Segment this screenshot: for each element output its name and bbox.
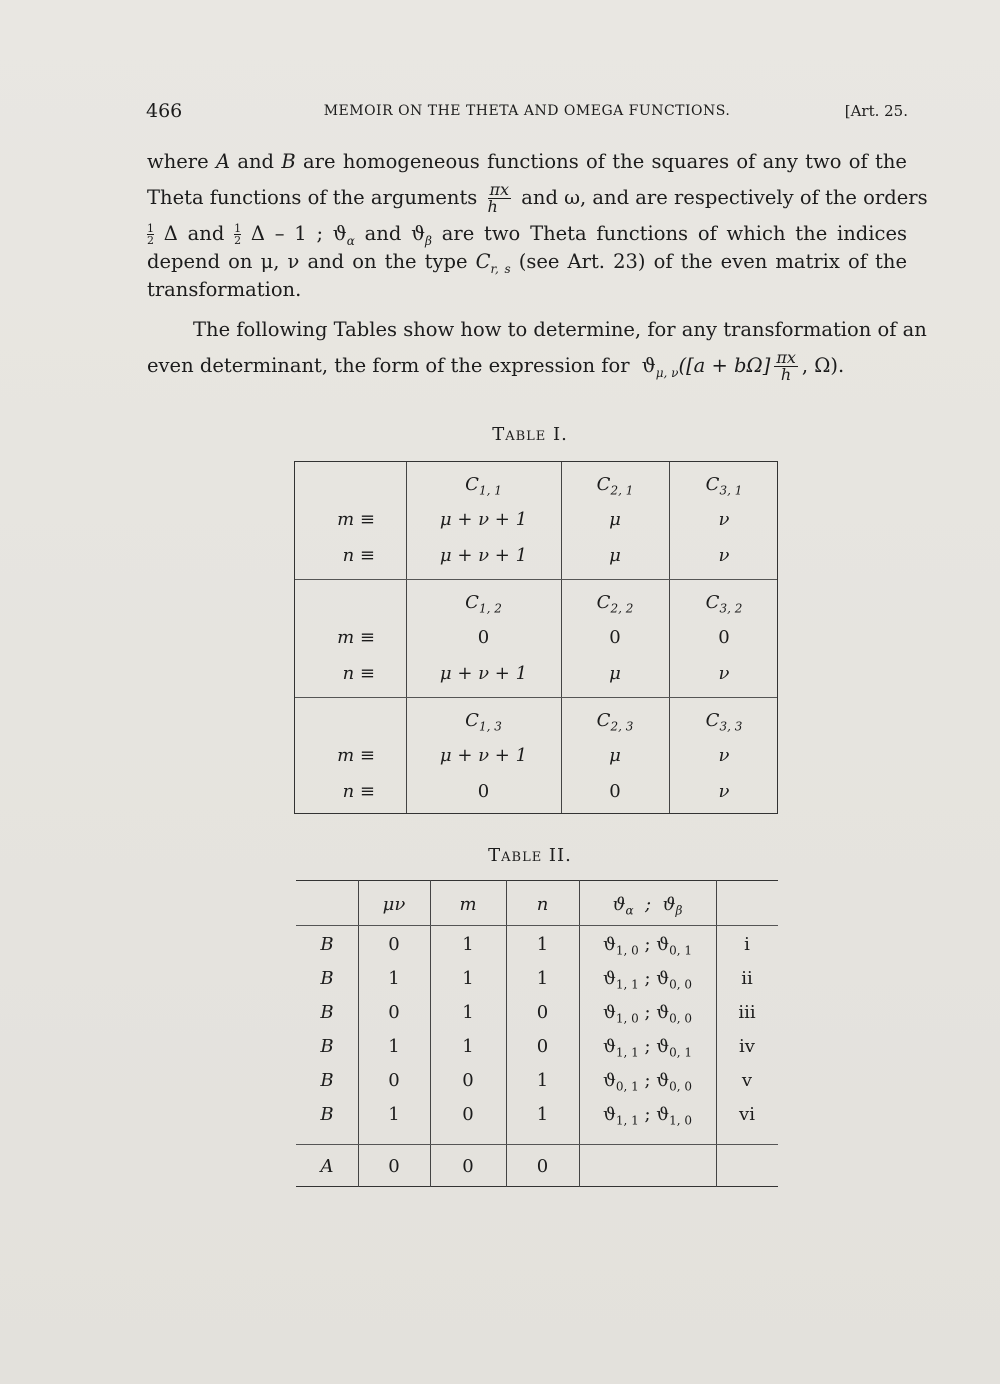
expr-close: , Ω)	[801, 354, 839, 377]
table-2-case-label: i	[744, 934, 750, 955]
table-1-cell: μ + ν + 1	[439, 663, 528, 684]
fraction-pix-over-h	[488, 182, 512, 215]
table-2-theta-cell: $ϑ_{0, 1}$ ; $ϑ_{0, 0}$	[602, 1070, 693, 1094]
table-1-cell: ν	[718, 781, 730, 802]
table-2-case-label: iii	[738, 1002, 756, 1023]
p1-line-3	[147, 220, 907, 248]
table-1-header-cell: $C_{3, 3}$	[705, 710, 743, 734]
p2-line-2	[147, 344, 907, 388]
table-1-row-label-m: m ≡	[337, 509, 375, 530]
table-1-header-cell: $C_{1, 2}$	[465, 592, 502, 616]
p1-line-1	[147, 148, 907, 176]
running-title: MEMOIR ON THE THETA AND OMEGA FUNCTIONS.	[323, 103, 731, 119]
table-1-header-cell: $C_{2, 2}$	[596, 592, 634, 616]
table-2-cell: 0	[462, 1104, 474, 1125]
table-2-cell: 1	[536, 1070, 549, 1091]
table-2-cell: B	[320, 934, 334, 955]
theta-mu-nu-expression	[641, 348, 845, 384]
table-1-cell: ν	[718, 545, 730, 566]
text: and	[237, 150, 275, 173]
table-1-cell: μ	[609, 545, 621, 566]
table-1-header-cell: $C_{3, 1}$	[705, 474, 743, 498]
table-2-header-cell: μν	[382, 894, 406, 915]
table-2-case-label: vi	[739, 1104, 755, 1125]
table-1-cell: 0	[477, 781, 490, 802]
table-1-cell: μ	[609, 745, 621, 766]
text: Theta functions of the arguments	[147, 186, 478, 209]
symbol-a: A	[215, 150, 231, 173]
table-2-case-label: iv	[739, 1036, 755, 1057]
table-2-case-label: ii	[741, 968, 753, 989]
table-2-cell: 1	[462, 1002, 474, 1023]
theta-alpha	[332, 222, 355, 248]
table-2-cell: 1	[536, 968, 549, 989]
table-2-cell: 0	[388, 934, 400, 955]
half-den: 2	[234, 234, 242, 247]
half-num: 1	[234, 222, 242, 235]
table-1-row-label-n: n ≡	[342, 781, 375, 802]
table-2-cell: B	[320, 968, 334, 989]
table-2-cell: 1	[462, 1036, 474, 1057]
table-2-header-cell: $ϑ_\alpha$ ; $ϑ_\beta$	[612, 894, 683, 918]
table-2-cell: B	[320, 1104, 334, 1125]
table-2-header-cell: m	[459, 894, 477, 915]
table-1	[294, 461, 778, 814]
table-1-cell: μ + ν + 1	[439, 545, 528, 566]
frac-den: h	[780, 365, 792, 384]
table-2-cell: 0	[462, 1156, 474, 1177]
table-2-cell: 0	[536, 1156, 549, 1177]
table-1-header-cell: $C_{3, 2}$	[705, 592, 743, 616]
table-1-cell: 0	[609, 627, 621, 648]
table-2-cell: 0	[388, 1156, 400, 1177]
table-2-cell: 1	[536, 1104, 549, 1125]
table-1-cell: ν	[718, 509, 730, 530]
text: and	[364, 222, 402, 245]
text: and ω, and are respectively of the orders	[521, 186, 928, 209]
table-2-bottom-rule	[296, 1186, 778, 1187]
beta-sub: β	[425, 233, 432, 248]
table-1-cell: 0	[609, 781, 621, 802]
table-2-theta-cell: $ϑ_{1, 1}$ ; $ϑ_{1, 0}$	[602, 1104, 693, 1128]
running-header	[146, 98, 908, 128]
article-reference	[845, 102, 908, 120]
text: depend on μ, ν and on the type	[147, 250, 468, 273]
table-2-cell: 0	[462, 1070, 474, 1091]
table-1-cell: 0	[477, 627, 490, 648]
table-2-footer-rule	[296, 1144, 778, 1145]
table-2-theta-cell: $ϑ_{1, 1}$ ; $ϑ_{0, 0}$	[602, 968, 693, 992]
text: are two Theta functions of which the indices	[441, 222, 907, 245]
half-fraction	[147, 223, 154, 246]
table-2-cell: A	[320, 1156, 334, 1177]
text: are homogeneous functions of the squares of any two of the	[303, 150, 907, 173]
theta-symbol: ϑ	[411, 222, 426, 245]
table-2-cell: 1	[388, 1104, 400, 1125]
frac-num: πx	[776, 348, 796, 367]
table-2-column-rule	[579, 880, 580, 1187]
table-2-cell: B	[320, 1002, 334, 1023]
page-number: 466	[146, 100, 183, 122]
table-1-cell: μ	[609, 663, 621, 684]
table-2-case-label: v	[741, 1070, 753, 1091]
table-2-cell: 0	[388, 1070, 400, 1091]
table-1-header-cell: $C_{1, 3}$	[465, 710, 502, 734]
c-symbol: C	[475, 250, 491, 273]
table-1-row-label-n: n ≡	[342, 663, 375, 684]
table-2-title: Table II.	[488, 845, 572, 866]
p1-line-4	[147, 248, 907, 276]
text: Δ – 1 ;	[250, 222, 324, 245]
text: (see Art. 23) of the even matrix of the	[518, 250, 907, 273]
table-1-block-rule	[295, 697, 777, 698]
table-1-header-cell: $C_{1, 1}$	[465, 474, 502, 498]
table-1-row-label-m: m ≡	[337, 745, 375, 766]
theta-symbol: ϑ	[332, 222, 347, 245]
p2-line-1: The following Tables show how to determine, for any transformation of an	[193, 318, 927, 341]
table-1-cell: ν	[718, 745, 730, 766]
frac-den: h	[487, 197, 498, 216]
table-2-column-rule	[430, 880, 431, 1187]
expr-end: .	[838, 354, 845, 377]
paragraph-1	[147, 148, 928, 304]
paragraph-2	[147, 316, 927, 388]
table-2-header-cell: n	[536, 894, 549, 915]
text: where	[147, 150, 209, 173]
fraction-pix-over-h	[774, 350, 798, 383]
table-1-header-cell: $C_{2, 1}$	[596, 474, 634, 498]
table-2-theta-cell: $ϑ_{1, 0}$ ; $ϑ_{0, 1}$	[602, 934, 693, 958]
text: Δ and	[163, 222, 225, 245]
table-2-column-rule	[716, 880, 717, 1187]
table-2-cell: 0	[536, 1002, 549, 1023]
text: even determinant, the form of the expression for	[147, 354, 630, 377]
article-label: [Art. 25.	[844, 102, 908, 120]
half-den: 2	[147, 234, 154, 247]
p1-line-2	[147, 176, 928, 220]
p1-line-5: transformation.	[147, 278, 302, 301]
rs-sub: r, s	[490, 261, 511, 276]
table-2-cell: 1	[388, 1036, 400, 1057]
table-1-cell: 0	[718, 627, 730, 648]
table-1-cell: ν	[718, 663, 730, 684]
table-1-row-label-m: m ≡	[337, 627, 375, 648]
table-2-theta-cell: $ϑ_{1, 0}$ ; $ϑ_{0, 0}$	[602, 1002, 693, 1026]
table-1-block-rule	[295, 579, 777, 580]
c-rs	[475, 250, 511, 276]
frac-num: πx	[489, 180, 510, 199]
table-2-cell: 1	[536, 934, 549, 955]
table-2-cell: B	[320, 1036, 334, 1057]
expr-open: ([a + bΩ]	[678, 354, 771, 377]
table-2	[296, 880, 778, 1187]
theta-beta	[411, 222, 432, 248]
table-2-cell: 1	[462, 968, 474, 989]
table-1-cell: μ + ν + 1	[439, 509, 528, 530]
table-1-cell: μ	[609, 509, 621, 530]
table-2-cell: B	[320, 1070, 334, 1091]
table-2-column-rule	[358, 880, 359, 1187]
table-2-header-rule	[296, 925, 778, 926]
symbol-b: B	[281, 150, 296, 173]
half-num: 1	[147, 222, 154, 235]
mu-nu-sub: μ, ν	[655, 365, 679, 380]
half-fraction	[234, 223, 241, 246]
table-2-cell: 1	[388, 968, 400, 989]
table-2-cell: 0	[536, 1036, 549, 1057]
table-1-header-cell: $C_{2, 3}$	[596, 710, 634, 734]
table-2-top-rule	[296, 880, 778, 881]
theta-symbol: ϑ	[641, 354, 656, 377]
table-1-row-label-n: n ≡	[342, 545, 375, 566]
table-1-cell: μ + ν + 1	[439, 745, 528, 766]
alpha-sub: α	[346, 233, 355, 248]
table-2-cell: 0	[388, 1002, 400, 1023]
table-2-cell: 1	[462, 934, 474, 955]
table-1-title: Table I.	[492, 424, 568, 445]
table-2-column-rule	[506, 880, 507, 1187]
table-2-theta-cell: $ϑ_{1, 1}$ ; $ϑ_{0, 1}$	[602, 1036, 693, 1060]
